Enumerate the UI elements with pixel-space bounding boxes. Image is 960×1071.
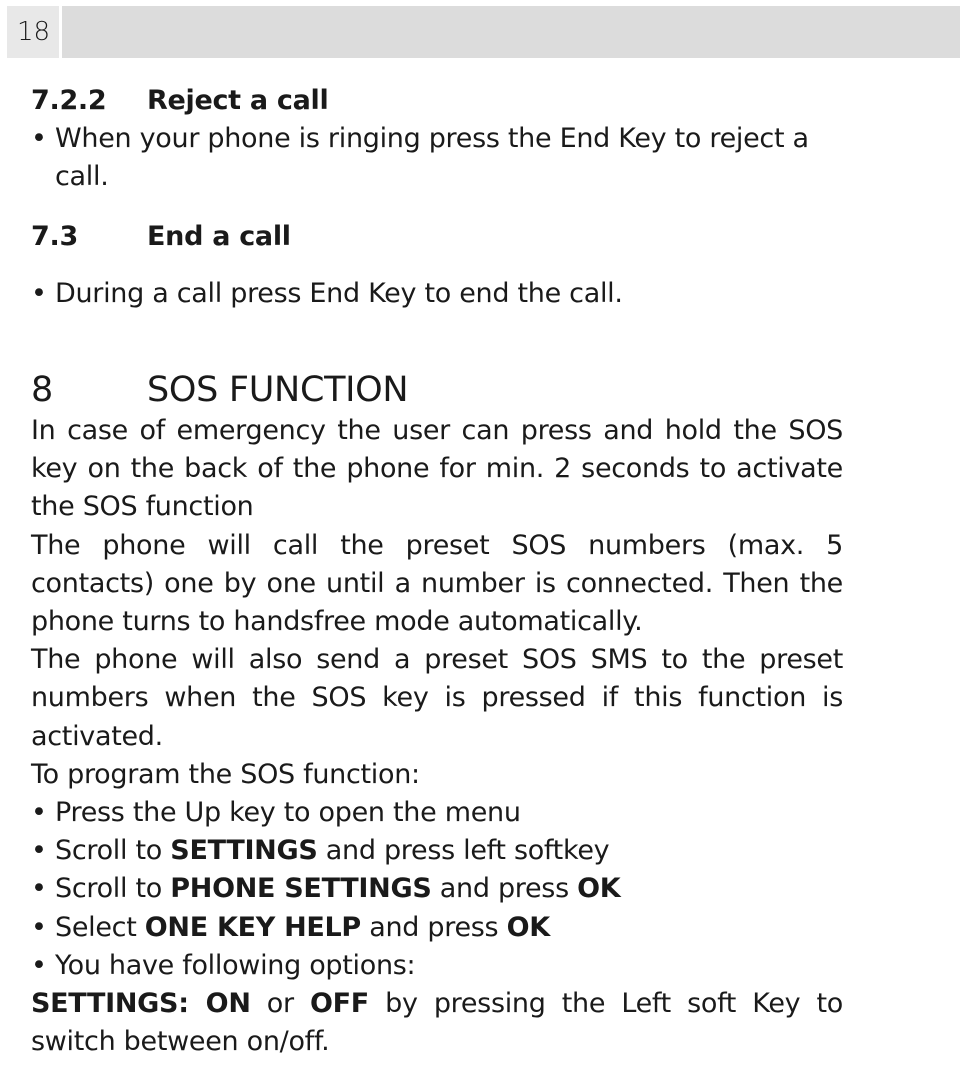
menu-term-one-key-help: ONE KEY HELP (144, 911, 361, 943)
step-select-one-key-help (31, 909, 843, 947)
bullet-dot: • (31, 835, 47, 867)
bullet-text: When your phone is ringing press the End Key to reject a call. (55, 123, 809, 193)
step-options (31, 947, 843, 985)
section-number: 7.2.2 (31, 85, 107, 116)
section-title: Reject a call (147, 85, 329, 116)
section-8-heading (31, 368, 843, 412)
paragraph-sos-activate: In case of emergency the user can press and hold the SOS key on the back of the phone for min. 2 seconds to activate the SOS function (31, 415, 843, 523)
bullet-dot: • (31, 123, 47, 155)
section-title: End a call (147, 220, 291, 252)
section-7-2-2-heading (31, 82, 843, 120)
bullet-reject-call (31, 120, 843, 196)
menu-term-settings: SETTINGS (170, 835, 318, 867)
bullet-dot: • (31, 277, 47, 309)
step-open-menu (31, 794, 843, 832)
page-number-box (7, 6, 62, 58)
section-number: 8 (31, 370, 53, 411)
paragraph-sos-call: The phone will call the preset SOS numbers (max. 5 contacts) one by one until a number is connected. Then the phone turns to handsfree mode automatically. (31, 529, 843, 638)
step-scroll-phone-settings (31, 870, 843, 908)
step-text: You have following options: (55, 949, 416, 981)
section-title: SOS FUNCTION (147, 370, 409, 411)
settings-on-term: SETTINGS: ON (31, 988, 251, 1020)
off-term: OFF (310, 988, 369, 1020)
section-7-3-heading (31, 218, 843, 256)
section-number: 7.3 (31, 220, 78, 252)
menu-term-ok: OK (506, 911, 550, 943)
paragraph-sos-sms: The phone will also send a preset SOS SMS to the preset numbers when the SOS key is pressed if this function is activated. (31, 644, 843, 752)
bullet-end-call (31, 275, 843, 313)
page-header-bar (7, 6, 960, 58)
menu-term-phone-settings: PHONE SETTINGS (170, 873, 432, 905)
step-text: Press the Up key to open the menu (55, 797, 521, 829)
page-number: 18 (17, 17, 51, 47)
step-scroll-settings (31, 832, 843, 870)
paragraph-settings-on-off: SETTINGS: ON or OFF by pressing the Left soft Key to switch between on/off. (31, 988, 843, 1058)
bullet-dot: • (31, 797, 47, 829)
paragraph-program-intro: To program the SOS function: (31, 758, 420, 790)
bullet-dot: • (31, 949, 47, 981)
step-text: Scroll to PHONE SETTINGS and press OK (55, 873, 621, 905)
page-content (31, 82, 843, 1061)
bullet-dot: • (31, 911, 47, 943)
step-text: Scroll to SETTINGS and press left softkey (55, 835, 610, 867)
bullet-text: During a call press End Key to end the call. (55, 277, 623, 309)
menu-term-ok: OK (577, 873, 621, 905)
bullet-dot: • (31, 873, 47, 905)
step-text: Select ONE KEY HELP and press OK (55, 911, 550, 943)
